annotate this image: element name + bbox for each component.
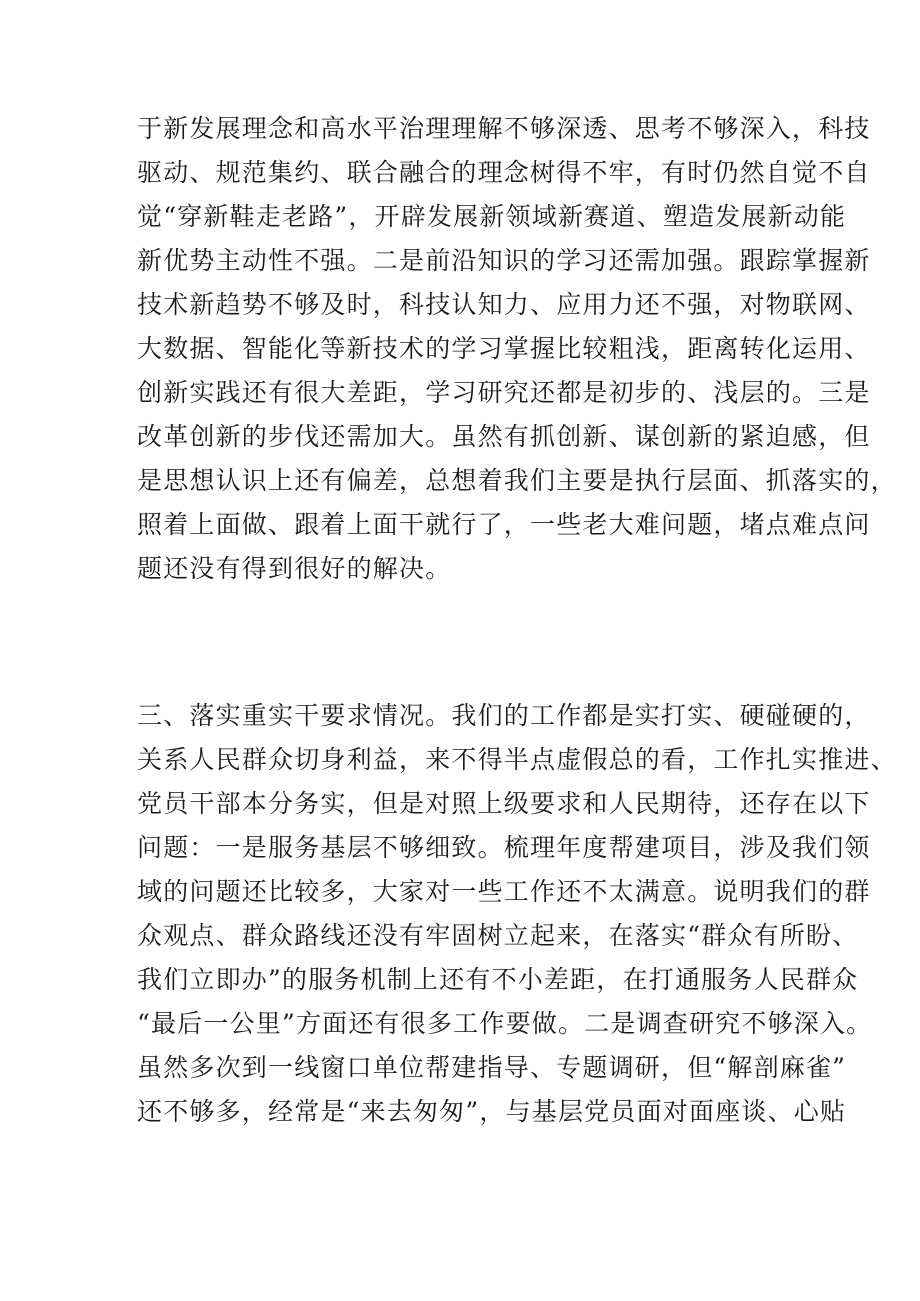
- text-line: 改革创新的步伐还需加大。虽然有抓创新、谋创新的紧迫感，但: [137, 422, 871, 451]
- text-line: 于新发展理念和高水平治理理解不够深透、思考不够深入，科技: [137, 114, 871, 143]
- text-line: 我们立即办”的服务机制上还有不小差距，在打通服务人民群众: [137, 965, 859, 994]
- text-line: 问题：一是服务基层不够细致。梳理年度帮建项目，涉及我们领: [137, 833, 871, 862]
- text-line: 照着上面做、跟着上面干就行了，一些老大难问题，堵点难点问: [137, 510, 871, 539]
- text-line: 域的问题还比较多，大家对一些工作还不太满意。说明我们的群: [137, 877, 871, 906]
- section-heading-line: 三、落实重实干要求情况。我们的工作都是实打实、硬碰硬的，: [137, 701, 871, 730]
- text-line: 技术新趋势不够及时，科技认知力、应用力还不强，对物联网、: [137, 290, 871, 319]
- text-line: 党员干部本分务实，但是对照上级要求和人民期待，还存在以下: [137, 789, 871, 818]
- text-line: 还不够多，经常是“来去匆匆”，与基层党员面对面座谈、心贴: [137, 1097, 847, 1126]
- text-line: 觉“穿新鞋走老路”，开辟发展新领域新赛道、塑造发展新动能: [137, 202, 847, 231]
- text-line: 众观点、群众路线还没有牢固树立起来，在落实“群众有所盼、: [137, 921, 859, 950]
- text-line: “最后一公里”方面还有很多工作要做。二是调查研究不够深入。: [137, 1009, 873, 1038]
- text-line: 虽然多次到一线窗口单位帮建指导、专题调研，但“解剖麻雀”: [137, 1053, 847, 1082]
- text-line: 创新实践还有很大差距，学习研究还都是初步的、浅层的。三是: [137, 378, 871, 407]
- text-line: 驱动、规范集约、联合融合的理念树得不牢，有时仍然自觉不自: [137, 158, 871, 187]
- text-line: 新优势主动性不强。二是前沿知识的学习还需加强。跟踪掌握新: [137, 246, 871, 275]
- text-line: 是思想认识上还有偏差，总想着我们主要是执行层面、抓落实的，: [137, 466, 897, 495]
- text-line: 大数据、智能化等新技术的学习掌握比较粗浅，距离转化运用、: [137, 334, 871, 363]
- text-line: 关系人民群众切身利益，来不得半点虚假总的看，工作扎实推进、: [137, 745, 897, 774]
- text-line: 题还没有得到很好的解决。: [137, 554, 452, 583]
